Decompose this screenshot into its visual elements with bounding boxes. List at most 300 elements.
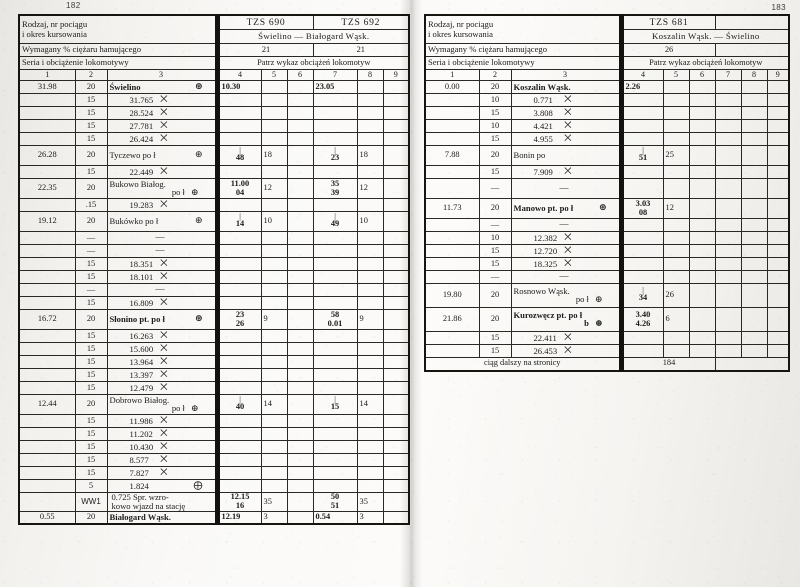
column-number-8: 8 (357, 70, 383, 81)
cell-station-name (107, 271, 217, 284)
cell-minutes-col5 (663, 166, 689, 179)
level-crossing-icon: ⨉ (160, 166, 167, 177)
cell-time-col4 (217, 493, 261, 512)
cell-minutes-col6 (689, 166, 715, 179)
cell-minutes-col8 (357, 343, 383, 356)
cell-minutes-col5 (663, 81, 689, 94)
cell-station-name (511, 308, 621, 332)
cell-minutes-col8: 35 (357, 493, 383, 512)
cell-kilometre (425, 271, 479, 284)
time-tick-mark: | (334, 395, 336, 405)
table-row (425, 107, 789, 120)
station-name-line-2: po ł ⊕ (171, 187, 199, 198)
cell-station-name (107, 94, 217, 107)
level-crossing-icon: ⨉ (160, 94, 167, 105)
cell-minutes-col5 (261, 94, 287, 107)
cell-minutes-col5 (261, 428, 287, 441)
cell-minutes-col8 (741, 94, 767, 107)
cell-time-col7 (313, 369, 357, 382)
cell-minutes-col5 (663, 120, 689, 133)
right-timetable-sheet (424, 14, 788, 372)
cell-minutes-col9 (767, 271, 789, 284)
cell-brake-percent: 15 (75, 120, 107, 133)
cell-time-col4 (217, 441, 261, 454)
left-timetable-sheet (18, 14, 398, 525)
cell-kilometre (19, 428, 75, 441)
cell-station-name (107, 120, 217, 133)
cell-minutes-col9 (767, 258, 789, 271)
cell-time-col4 (621, 94, 663, 107)
station-name-text: 27.781 (129, 120, 154, 131)
cell-minutes-col6 (689, 179, 715, 199)
cell-minutes-col6 (689, 332, 715, 345)
station-name-text: 12.382 (533, 232, 558, 243)
cell-kilometre: 26.28 (19, 146, 75, 166)
column-number-8: 8 (741, 70, 767, 81)
cell-minutes-col6 (287, 81, 313, 94)
cell-kilometre: 16.72 (19, 310, 75, 330)
station-name-text: Świelino (109, 81, 141, 92)
cell-brake-percent: 15 (75, 166, 107, 179)
cell-brake-percent: 20 (75, 179, 107, 199)
station-name-text: 11.986 (129, 415, 153, 426)
level-crossing-icon: ⨉ (564, 245, 571, 256)
cell-minutes-col8 (357, 454, 383, 467)
level-crossing-icon: ⨉ (160, 369, 167, 380)
cell-time-col7 (313, 107, 357, 120)
time-line-1: 58 (330, 309, 340, 319)
cell-minutes-col9 (383, 356, 409, 369)
header-row-brake (19, 44, 409, 57)
cell-brake-percent: 20 (75, 310, 107, 330)
cell-time-col4 (621, 258, 663, 271)
cell-minutes-col9 (383, 271, 409, 284)
cell-time-col4 (217, 467, 261, 480)
cell-brake-percent: 15 (479, 258, 511, 271)
cell-brake-percent: 20 (479, 284, 511, 308)
column-number-6: 6 (689, 70, 715, 81)
cell-minutes-col8 (357, 441, 383, 454)
cell-station-name (511, 81, 621, 94)
cell-minutes-col8 (741, 81, 767, 94)
timetable-right (424, 14, 790, 372)
cell-station-name (107, 330, 217, 343)
cell-station-name (107, 480, 217, 493)
header-label-loco-series: Seria i obciążenie lokomotywy (19, 57, 217, 70)
table-row (19, 428, 409, 441)
cell-minutes-col5: 35 (261, 493, 287, 512)
table-row (19, 369, 409, 382)
cell-time-col4 (217, 232, 261, 245)
cell-time-col4 (621, 232, 663, 245)
table-row (19, 94, 409, 107)
cell-minutes-col6 (287, 441, 313, 454)
cell-minutes-col6 (287, 179, 313, 199)
level-crossing-icon: ⨉ (564, 232, 571, 243)
cell-time-col7 (313, 133, 357, 146)
level-crossing-icon: ⨉ (564, 120, 571, 131)
cell-brake-percent: 15 (75, 343, 107, 356)
cell-time-col4 (217, 120, 261, 133)
cell-minutes-col5 (663, 332, 689, 345)
cell-minutes-col6 (287, 212, 313, 232)
header-row-train (425, 15, 789, 30)
station-name-text: 1.824 (129, 480, 149, 491)
cell-station-name (107, 382, 217, 395)
cell-minutes-col6 (287, 343, 313, 356)
cell-station-name (511, 332, 621, 345)
cell-minutes-col6 (287, 454, 313, 467)
cell-brake-percent: 15 (75, 441, 107, 454)
cell-brake-percent: 15 (479, 133, 511, 146)
cell-minutes-col6 (689, 146, 715, 166)
cell-kilometre (19, 245, 75, 258)
station-name-text: Manowo pt. po ł (513, 203, 574, 213)
cell-minutes-col9 (767, 179, 789, 199)
cell-brake-percent: 15 (75, 258, 107, 271)
cell-minutes-col9 (767, 107, 789, 120)
station-name-text: 7.909 (533, 166, 553, 177)
level-crossing-icon: ⨉ (160, 120, 167, 131)
station-cross-icon: ⊕ (190, 403, 199, 414)
header-label-brake-percent: Wymagany % ciężaru hamującego (19, 44, 217, 57)
cell-kilometre (19, 133, 75, 146)
cell-minutes-col9 (383, 120, 409, 133)
time-minutes: 48 (235, 153, 245, 163)
cell-time-col7 (313, 441, 357, 454)
level-crossing-icon: ⨉ (160, 382, 167, 393)
cell-minutes-col5 (261, 369, 287, 382)
cell-station-name (107, 166, 217, 179)
cell-minutes-col8 (357, 382, 383, 395)
table-row (425, 332, 789, 345)
cell-minutes-col6 (689, 94, 715, 107)
table-row (19, 343, 409, 356)
cell-station-name (511, 345, 621, 358)
cell-time-col4 (217, 356, 261, 369)
cell-minutes-col5 (663, 232, 689, 245)
cell-time-col4 (217, 107, 261, 120)
cell-minutes-col5: 9 (261, 310, 287, 330)
column-number-7: 7 (715, 70, 741, 81)
time-line-1: 23 (235, 309, 245, 319)
cell-minutes-col8 (741, 308, 767, 332)
cell-station-name (107, 212, 217, 232)
table-row (425, 245, 789, 258)
cell-minutes-col9 (383, 428, 409, 441)
cell-minutes-col8 (357, 199, 383, 212)
cell-minutes-col8 (357, 133, 383, 146)
cell-minutes-col8 (741, 271, 767, 284)
table-row (19, 467, 409, 480)
cell-time-col7 (715, 345, 741, 358)
station-name-line-1: Rosnowo Wąsk. (513, 285, 570, 296)
cell-time-col7 (715, 199, 741, 219)
cell-station-name (511, 133, 621, 146)
cell-minutes-col9 (383, 480, 409, 493)
cell-time-col7 (715, 271, 741, 284)
cell-time-col7 (313, 245, 357, 258)
cell-minutes-col6 (287, 480, 313, 493)
cell-kilometre (425, 258, 479, 271)
cell-minutes-col9 (383, 107, 409, 120)
cell-minutes-col8 (357, 232, 383, 245)
cell-minutes-col6 (689, 308, 715, 332)
column-number-1: 1 (19, 70, 75, 81)
cell-brake-percent: 20 (75, 81, 107, 94)
cell-brake-percent: 20 (479, 81, 511, 94)
cell-time-col4 (217, 395, 261, 415)
cell-minutes-col5 (663, 245, 689, 258)
cell-minutes-col5 (261, 199, 287, 212)
cell-minutes-col9 (767, 284, 789, 308)
cell-minutes-col9 (383, 179, 409, 199)
cell-time-col4 (217, 415, 261, 428)
cell-kilometre: 7.88 (425, 146, 479, 166)
cell-minutes-col5 (261, 454, 287, 467)
cell-minutes-col6 (287, 146, 313, 166)
station-name-text: 13.397 (129, 369, 154, 380)
level-crossing-icon: ⨉ (564, 345, 571, 356)
cell-brake-percent: 15 (75, 415, 107, 428)
cell-minutes-col8 (357, 258, 383, 271)
cell-brake-percent: 15 (75, 467, 107, 480)
cell-kilometre (19, 284, 75, 297)
station-name-text: 4.955 (533, 133, 553, 144)
column-number-9: 9 (767, 70, 789, 81)
table-row (425, 179, 789, 199)
station-name-text: 18.351 (129, 258, 154, 269)
table-row (19, 480, 409, 493)
cell-minutes-col6 (287, 120, 313, 133)
cell-time-col4 (217, 330, 261, 343)
cell-minutes-col9 (383, 297, 409, 310)
train-number-a: TZS 690 (217, 15, 313, 30)
table-row (19, 441, 409, 454)
cell-minutes-col6 (287, 245, 313, 258)
cell-minutes-col5 (261, 245, 287, 258)
cell-station-name (511, 179, 621, 199)
cell-brake-percent: 5 (75, 480, 107, 493)
station-name-two-line (110, 396, 213, 414)
cell-minutes-col9 (383, 81, 409, 94)
cell-time-col7: 0.54 (313, 511, 357, 524)
level-crossing-icon: ⨉ (564, 166, 571, 177)
cell-minutes-col8 (741, 133, 767, 146)
cell-time-col7 (313, 258, 357, 271)
header-label-brake-percent: Wymagany % ciężaru hamującego (425, 44, 621, 57)
cell-minutes-col8 (741, 107, 767, 120)
cell-station-name (511, 245, 621, 258)
cell-time-col7 (715, 120, 741, 133)
station-name-text: 11.202 (129, 428, 153, 439)
loco-load-note: Patrz wykaz obciążeń lokomotyw (217, 57, 409, 70)
cell-station-name (107, 428, 217, 441)
cell-time-col7 (715, 107, 741, 120)
cell-kilometre (19, 120, 75, 133)
cell-brake-percent: 10 (479, 94, 511, 107)
cell-minutes-col5 (261, 120, 287, 133)
cell-time-col4: 2.26 (621, 81, 663, 94)
train-relation: Świelino — Białogard Wąsk. (217, 30, 409, 44)
cell-station-name (107, 467, 217, 480)
cell-station-name (107, 395, 217, 415)
cell-brake-percent: 15 (479, 166, 511, 179)
time-line-1: 3.40 (635, 309, 651, 319)
cell-signal-code: WW1 (75, 493, 107, 512)
cell-minutes-col9 (383, 232, 409, 245)
station-name-two-line (514, 287, 617, 305)
level-crossing-icon: ⨉ (160, 330, 167, 341)
station-name-text: — (559, 219, 569, 230)
cell-brake-percent: 15 (75, 330, 107, 343)
cell-kilometre (425, 166, 479, 179)
cell-minutes-col8: 18 (357, 146, 383, 166)
table-row (19, 310, 409, 330)
cell-minutes-col6 (287, 232, 313, 245)
cell-minutes-col9 (383, 199, 409, 212)
cell-brake-percent: 15 (75, 454, 107, 467)
cell-minutes-col5: 25 (663, 146, 689, 166)
cell-station-name (511, 219, 621, 232)
cell-time-col4 (217, 166, 261, 179)
cell-time-col7: 23.05 (313, 81, 357, 94)
cell-brake-percent: 20 (75, 511, 107, 524)
cell-minutes-col6 (287, 330, 313, 343)
column-number-row (425, 70, 789, 81)
station-name-text: 22.449 (129, 166, 154, 177)
brake-percent-b: 21 (313, 44, 409, 57)
train-relation: Koszalin Wąsk. — Świelino (621, 30, 789, 44)
cell-minutes-col6 (689, 120, 715, 133)
cell-time-col7 (313, 179, 357, 199)
cell-time-col4 (217, 212, 261, 232)
table-row (425, 284, 789, 308)
cell-minutes-col8 (357, 415, 383, 428)
cell-brake-percent: — (75, 245, 107, 258)
level-crossing-icon: ⨉ (564, 332, 571, 343)
cell-brake-percent: 15 (75, 271, 107, 284)
time-tick-mark: | (642, 146, 644, 156)
time-line-2: 51 (330, 500, 340, 510)
cell-time-col4 (621, 166, 663, 179)
cell-minutes-col6 (287, 428, 313, 441)
table-row (425, 345, 789, 358)
cell-time-col7 (715, 146, 741, 166)
cell-minutes-col5 (663, 133, 689, 146)
cell-time-col4 (621, 219, 663, 232)
cell-minutes-col6 (287, 382, 313, 395)
cell-time-col7 (313, 454, 357, 467)
table-row (19, 493, 409, 512)
header-row-brake (425, 44, 789, 57)
cell-minutes-col9 (383, 94, 409, 107)
cell-minutes-col8 (357, 245, 383, 258)
cell-time-col7 (313, 480, 357, 493)
cell-minutes-col9 (383, 467, 409, 480)
cell-minutes-col6 (287, 356, 313, 369)
cell-minutes-col8 (357, 94, 383, 107)
cell-minutes-col9 (767, 199, 789, 219)
cell-brake-percent: 20 (75, 395, 107, 415)
level-crossing-icon: ⨉ (160, 467, 167, 478)
cell-time-col4 (217, 454, 261, 467)
table-row (19, 382, 409, 395)
table-row (19, 232, 409, 245)
cell-brake-percent: 15 (75, 94, 107, 107)
cell-brake-percent: — (75, 284, 107, 297)
cell-minutes-col8 (741, 345, 767, 358)
station-name-text: Słonino pt. po ł (109, 314, 165, 324)
cell-minutes-col8 (357, 81, 383, 94)
cell-kilometre (19, 480, 75, 493)
cell-time-col7 (313, 199, 357, 212)
column-number-5: 5 (663, 70, 689, 81)
cell-brake-percent: — (75, 232, 107, 245)
cell-kilometre (19, 382, 75, 395)
cell-station-name (107, 232, 217, 245)
cell-brake-percent: 15 (75, 369, 107, 382)
station-name-line-2: kowo wjazd na stację (111, 500, 186, 511)
cell-minutes-col9 (767, 245, 789, 258)
cell-minutes-col9 (383, 511, 409, 524)
cell-time-col7 (313, 146, 357, 166)
cell-brake-percent: — (479, 219, 511, 232)
cell-minutes-col9 (383, 245, 409, 258)
cell-minutes-col9 (383, 310, 409, 330)
cell-minutes-col6 (287, 133, 313, 146)
cell-minutes-col9 (383, 343, 409, 356)
cell-minutes-col8 (741, 199, 767, 219)
table-row (425, 146, 789, 166)
cell-kilometre (19, 369, 75, 382)
cell-minutes-col9 (383, 284, 409, 297)
station-name-text: 12.479 (129, 382, 154, 393)
station-name-text: 8.577 (129, 454, 149, 465)
cell-time-col4 (217, 369, 261, 382)
level-crossing-icon: ⨉ (160, 297, 167, 308)
table-row (19, 133, 409, 146)
cell-minutes-col9 (383, 441, 409, 454)
cell-minutes-col6 (689, 271, 715, 284)
cell-time-col4 (217, 284, 261, 297)
cell-minutes-col6 (287, 199, 313, 212)
cell-station-name (511, 271, 621, 284)
cell-minutes-col8 (357, 107, 383, 120)
header-row-loco (425, 57, 789, 70)
cell-station-name (107, 415, 217, 428)
cell-minutes-col8 (741, 120, 767, 133)
cell-kilometre (19, 232, 75, 245)
level-crossing-icon: ⨉ (160, 258, 167, 269)
cell-time-col4 (217, 428, 261, 441)
time-line-1: 50 (330, 492, 340, 501)
cell-time-col7 (313, 395, 357, 415)
cell-station-name (511, 232, 621, 245)
cell-kilometre: 11.73 (425, 199, 479, 219)
cell-kilometre (425, 94, 479, 107)
brake-percent-a: 26 (621, 44, 715, 57)
cell-station-name (107, 284, 217, 297)
cell-minutes-col9 (383, 493, 409, 512)
continuation-page-number: 184 (621, 358, 715, 371)
cell-time-col7 (313, 212, 357, 232)
cell-minutes-col6 (287, 511, 313, 524)
cell-minutes-col8 (741, 284, 767, 308)
cell-kilometre (425, 219, 479, 232)
column-number-9: 9 (383, 70, 409, 81)
cell-time-col7 (715, 179, 741, 199)
